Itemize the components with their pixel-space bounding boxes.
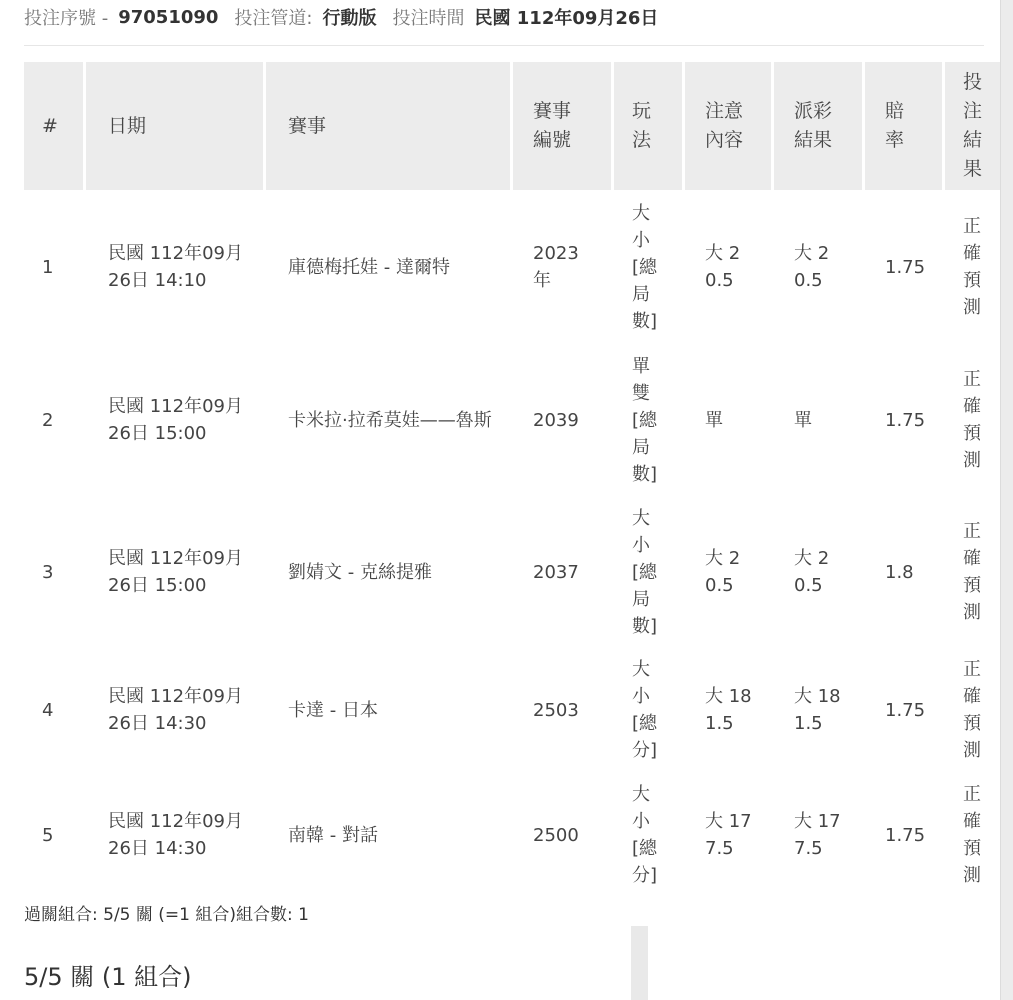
header-match-no bbox=[513, 62, 611, 190]
bet-table bbox=[21, 62, 1012, 898]
cell-bet-text: 大 177.5 bbox=[705, 811, 752, 859]
cell-date bbox=[86, 648, 263, 772]
cell-play-text: 大小[總局數] bbox=[632, 202, 658, 332]
cell-play-text: 大小[總分] bbox=[632, 659, 658, 761]
cell-play bbox=[614, 344, 682, 496]
header-odds-text: 賠率 bbox=[885, 100, 905, 151]
header-result bbox=[774, 62, 862, 190]
time-label: 投注時間 bbox=[392, 8, 465, 29]
cell-date-text: 民國 112年09月26日 14:30 bbox=[108, 686, 243, 734]
cell-date-text: 民國 112年09月26日 14:30 bbox=[108, 811, 243, 859]
divider bbox=[24, 45, 984, 46]
serial-value: 97051090 bbox=[118, 6, 219, 28]
cell-result-text: 大 20.5 bbox=[794, 243, 830, 291]
cell-match-text: 卡米拉·拉希莫娃——魯斯 bbox=[288, 409, 492, 431]
cell-play bbox=[614, 496, 682, 648]
cell-play-text: 大小[總局數] bbox=[632, 507, 658, 637]
table-row bbox=[24, 190, 1009, 344]
header-bet-content-text: 注意內容 bbox=[705, 100, 744, 151]
cell-result-text: 大 181.5 bbox=[794, 686, 841, 734]
cell-index: 3 bbox=[42, 561, 54, 583]
cell-date bbox=[86, 496, 263, 648]
cell-match-no-text: 2023年 bbox=[533, 243, 579, 291]
channel-value: 行動版 bbox=[322, 8, 377, 29]
cell-result: 單 bbox=[794, 409, 812, 431]
cell-match-no: 2503 bbox=[533, 699, 579, 721]
group-title: 5/5 關 (1 組合) bbox=[24, 963, 192, 991]
cell-index: 4 bbox=[42, 699, 54, 721]
cell-bet bbox=[685, 496, 771, 648]
cell-play-text: 單雙[總局數] bbox=[632, 355, 658, 485]
cell-index: 2 bbox=[42, 409, 54, 431]
header-bet-result-text: 投注結果 bbox=[963, 71, 983, 180]
header-date: 日期 bbox=[86, 62, 263, 190]
cell-date bbox=[86, 190, 263, 344]
cell-outcome-text: 正確預測 bbox=[963, 521, 981, 623]
cell-match: 南韓 - 對話 bbox=[288, 824, 378, 846]
cell-match: 卡達 - 日本 bbox=[288, 699, 378, 721]
header-index: # bbox=[24, 62, 83, 190]
cell-match-no bbox=[513, 190, 611, 344]
cell-outcome-text: 正確預測 bbox=[963, 369, 981, 471]
cell-result bbox=[774, 772, 862, 898]
header-bet-content bbox=[685, 62, 771, 190]
cell-bet-text: 大 181.5 bbox=[705, 686, 752, 734]
cell-odds: 1.75 bbox=[885, 699, 926, 721]
cell-date-text: 民國 112年09月26日 14:10 bbox=[108, 243, 243, 291]
bet-info-bar bbox=[24, 4, 658, 30]
cell-outcome-text: 正確預測 bbox=[963, 784, 981, 886]
table-row bbox=[24, 648, 1009, 772]
cell-match bbox=[266, 344, 510, 496]
channel-label: 投注管道: bbox=[234, 8, 313, 29]
cell-bet: 單 bbox=[705, 409, 723, 431]
header-match-no-text: 賽事編號 bbox=[533, 100, 572, 151]
table-row bbox=[24, 772, 1009, 898]
cell-index: 5 bbox=[42, 824, 54, 846]
cell-bet bbox=[685, 772, 771, 898]
cell-date-text: 民國 112年09月26日 15:00 bbox=[108, 548, 243, 596]
cell-bet bbox=[685, 190, 771, 344]
header-odds bbox=[865, 62, 942, 190]
cell-result bbox=[774, 496, 862, 648]
table-row bbox=[24, 496, 1009, 648]
header-play bbox=[614, 62, 682, 190]
cell-odds: 1.75 bbox=[885, 409, 926, 431]
parlay-summary: 過關組合: 5/5 關 (=1 組合)組合數: 1 bbox=[24, 905, 309, 925]
table-row bbox=[24, 344, 1009, 496]
cell-match-no: 2500 bbox=[533, 824, 579, 846]
cell-bet bbox=[685, 648, 771, 772]
header-match: 賽事 bbox=[266, 62, 510, 190]
cell-date bbox=[86, 344, 263, 496]
cell-odds: 1.75 bbox=[885, 824, 926, 846]
cell-play bbox=[614, 648, 682, 772]
cell-result bbox=[774, 190, 862, 344]
table-header-row bbox=[24, 62, 1009, 190]
cell-result-text: 大 177.5 bbox=[794, 811, 841, 859]
header-play-text: 玩法 bbox=[632, 100, 652, 151]
cell-play-text: 大小[總分] bbox=[632, 784, 658, 886]
page-scrollbar-track[interactable] bbox=[1000, 0, 1013, 1000]
cell-bet-text: 大 20.5 bbox=[705, 548, 741, 596]
time-value: 民國 112年09月26日 bbox=[474, 8, 659, 29]
cell-play bbox=[614, 190, 682, 344]
cell-match: 劉婧文 - 克絲提雅 bbox=[288, 561, 432, 583]
serial-label: 投注序號 - bbox=[24, 8, 109, 29]
cell-bet-text: 大 20.5 bbox=[705, 243, 741, 291]
cell-play bbox=[614, 772, 682, 898]
cell-index: 1 bbox=[42, 256, 54, 278]
header-result-text: 派彩結果 bbox=[794, 100, 833, 151]
cell-outcome-text: 正確預測 bbox=[963, 659, 981, 761]
cell-odds: 1.75 bbox=[885, 256, 926, 278]
cell-date-text: 民國 112年09月26日 15:00 bbox=[108, 396, 243, 444]
cell-result-text: 大 20.5 bbox=[794, 548, 830, 596]
cell-match-no: 2037 bbox=[533, 561, 579, 583]
cell-odds: 1.8 bbox=[885, 561, 914, 583]
cell-match-no: 2039 bbox=[533, 409, 579, 431]
horizontal-scroll-handle[interactable] bbox=[631, 926, 648, 1000]
cell-result bbox=[774, 648, 862, 772]
cell-match: 庫德梅托娃 - 達爾特 bbox=[288, 256, 450, 278]
cell-date bbox=[86, 772, 263, 898]
cell-outcome-text: 正確預測 bbox=[963, 216, 981, 318]
